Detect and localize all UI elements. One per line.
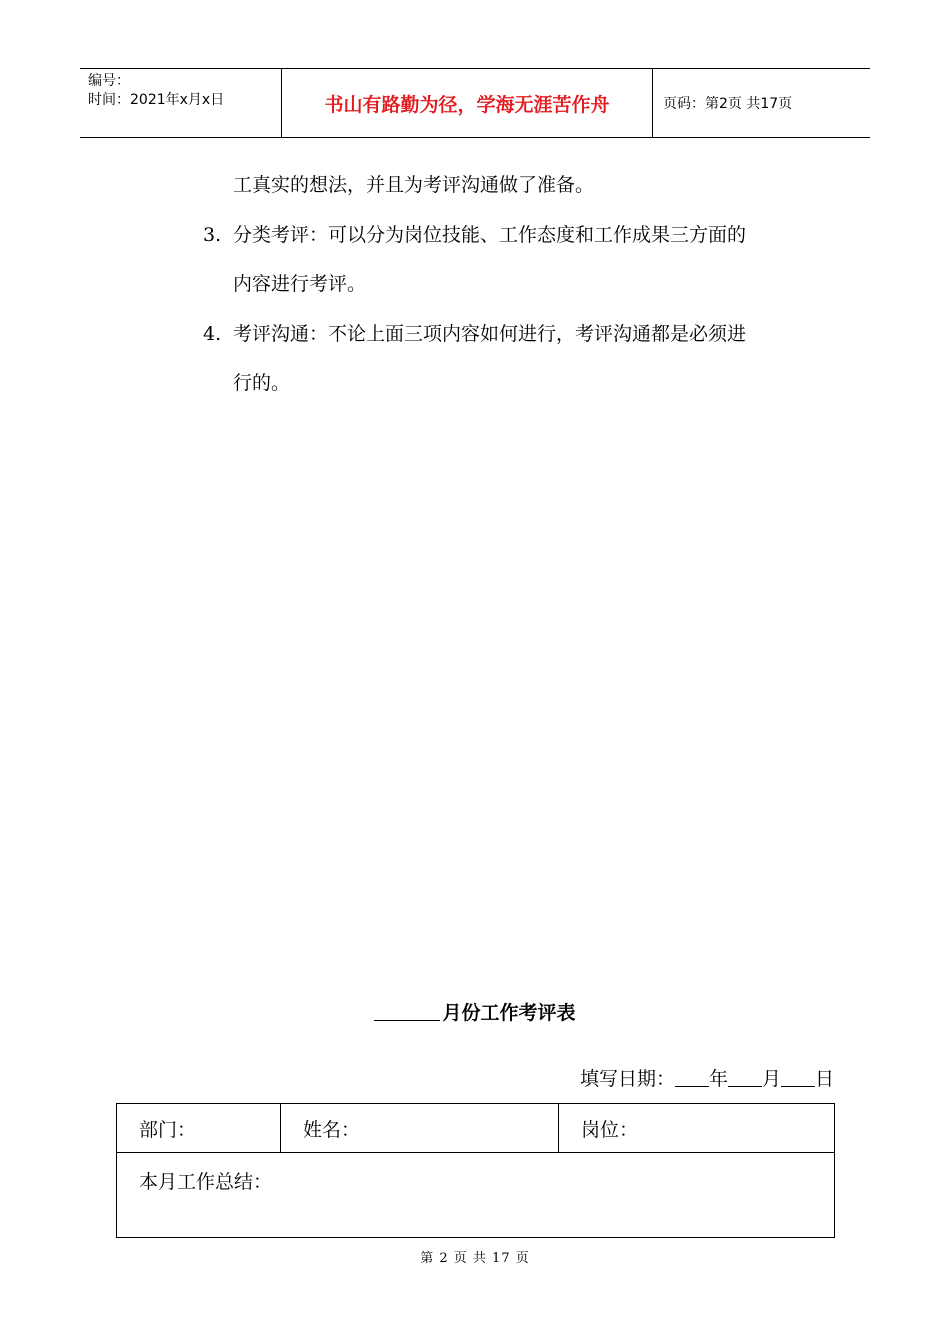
evaluation-form-table — [116, 1103, 835, 1238]
year-label: 年 — [708, 1068, 728, 1090]
item-text-line: 考评沟通：不论上面三项内容如何进行，考评沟通都是必须进 — [233, 323, 747, 345]
header-page-number: 页码：第2页 共17页 — [663, 96, 793, 112]
fill-date — [580, 1066, 834, 1092]
department-cell[interactable]: 部门： — [117, 1104, 281, 1153]
day-label: 日 — [814, 1068, 834, 1090]
month-label: 月 — [761, 1068, 781, 1090]
code-label: 编号： — [88, 73, 130, 89]
month-blank[interactable] — [728, 1068, 762, 1087]
time-text: 时间：2021年x月x日 — [88, 92, 225, 108]
year-blank[interactable] — [675, 1068, 709, 1087]
name-cell[interactable]: 姓名： — [281, 1104, 559, 1153]
form-title — [0, 998, 950, 1025]
month-blank — [374, 1002, 440, 1021]
item-text-line: 分类考评：可以分为岗位技能、工作态度和工作成果三方面的 — [233, 224, 747, 246]
item-number: 3. — [203, 224, 222, 246]
position-cell[interactable]: 岗位： — [559, 1104, 835, 1153]
form-row — [117, 1153, 835, 1238]
summary-cell[interactable]: 本月工作总结： — [117, 1153, 835, 1238]
item-text-line: 内容进行考评。 — [233, 273, 367, 295]
page-header — [80, 68, 870, 138]
day-blank[interactable] — [781, 1068, 815, 1087]
item-text-line: 行的。 — [233, 372, 291, 394]
header-motto: 书山有路勤为径，学海无涯苦作舟 — [281, 69, 653, 137]
item-number: 4. — [203, 323, 222, 345]
page-footer: 第 2 页 共 17 页 — [420, 1251, 530, 1266]
fill-date-label: 填写日期： — [579, 1068, 675, 1090]
continuation-line: 工真实的想法，并且为考评沟通做了准备。 — [233, 174, 595, 196]
header-meta — [80, 69, 281, 137]
form-title-text: 月份工作考评表 — [442, 1002, 576, 1024]
form-row — [117, 1104, 835, 1153]
